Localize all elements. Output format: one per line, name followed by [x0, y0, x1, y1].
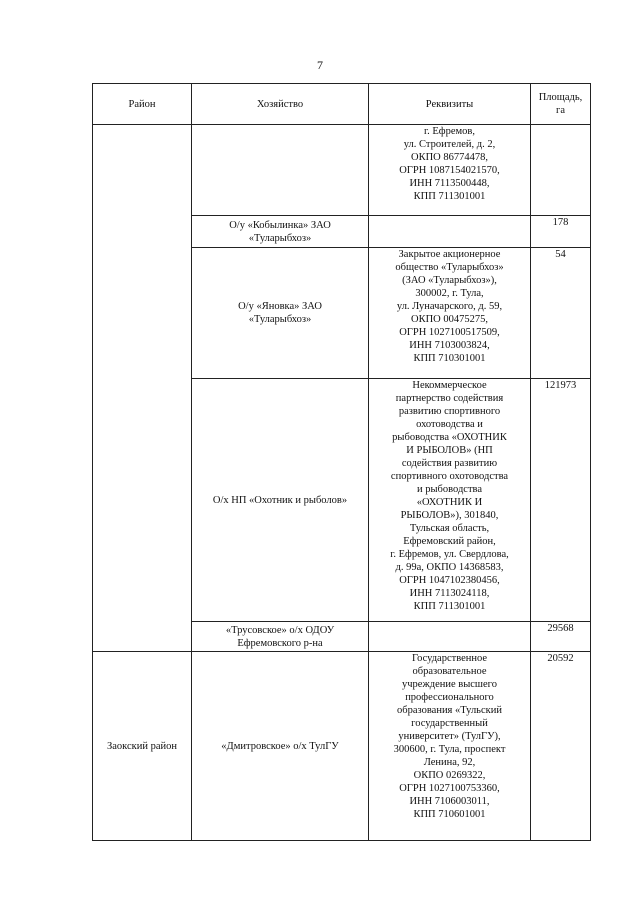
cell-farm: О/у «Яновка» ЗАО «Туларыбхоз» — [192, 248, 369, 379]
header-details: Реквизиты — [369, 84, 531, 125]
header-area: Площадь, га — [531, 84, 591, 125]
cell-details: Некоммерческое партнерство содействия развитию спортивного охотоводства и рыбоводства «ОХОТНИК И РЫБОЛОВ» (НП содействия развитию спортивного охотоводства и рыбоводства «ОХОТНИК И РЫБОЛОВ»), 301840, Тульская область, Ефремовский район, г. Ефремов, ул. Свердлова, д. 99а, ОКПО 14368583, ОГРН 1047102380456, ИНН 7113024118, КПП 711301001 — [369, 379, 531, 622]
table-header-row — [93, 84, 591, 125]
cell-area: 178 — [531, 216, 591, 248]
cell-area: 29568 — [531, 622, 591, 652]
cell-details — [369, 622, 531, 652]
farms-table — [92, 83, 591, 841]
header-district: Район — [93, 84, 192, 125]
cell-district — [93, 125, 192, 652]
cell-details: Государственное образовательное учреждение высшего профессионального образования «Тульский государственный университет» (ТулГУ), 300600, г. Тула, проспект Ленина, 92, ОКПО 0269322, ОГРН 1027100753360, ИНН 7106003011, КПП 710601001 — [369, 652, 531, 841]
cell-area: 121973 — [531, 379, 591, 622]
cell-farm: «Трусовское» о/х ОДОУ Ефремовского р-на — [192, 622, 369, 652]
table-row — [93, 652, 591, 841]
cell-details: Закрытое акционерное общество «Туларыбхоз» (ЗАО «Туларыбхоз»), 300002, г. Тула, ул. Луначарского, д. 59, ОКПО 00475275, ОГРН 1027100517509, ИНН 7103003824, КПП 710301001 — [369, 248, 531, 379]
cell-farm — [192, 125, 369, 216]
cell-district: Заокский район — [93, 652, 192, 841]
cell-area: 54 — [531, 248, 591, 379]
cell-details: г. Ефремов, ул. Строителей, д. 2, ОКПО 86774478, ОГРН 1087154021570, ИНН 7113500448, КПП 711301001 — [369, 125, 531, 216]
cell-area: 20592 — [531, 652, 591, 841]
cell-details — [369, 216, 531, 248]
page-number: 7 — [317, 58, 323, 72]
cell-farm: О/х НП «Охотник и рыболов» — [192, 379, 369, 622]
table-row — [93, 125, 591, 216]
cell-farm: О/у «Кобылинка» ЗАО «Туларыбхоз» — [192, 216, 369, 248]
cell-area — [531, 125, 591, 216]
cell-farm: «Дмитровское» о/х ТулГУ — [192, 652, 369, 841]
header-farm: Хозяйство — [192, 84, 369, 125]
